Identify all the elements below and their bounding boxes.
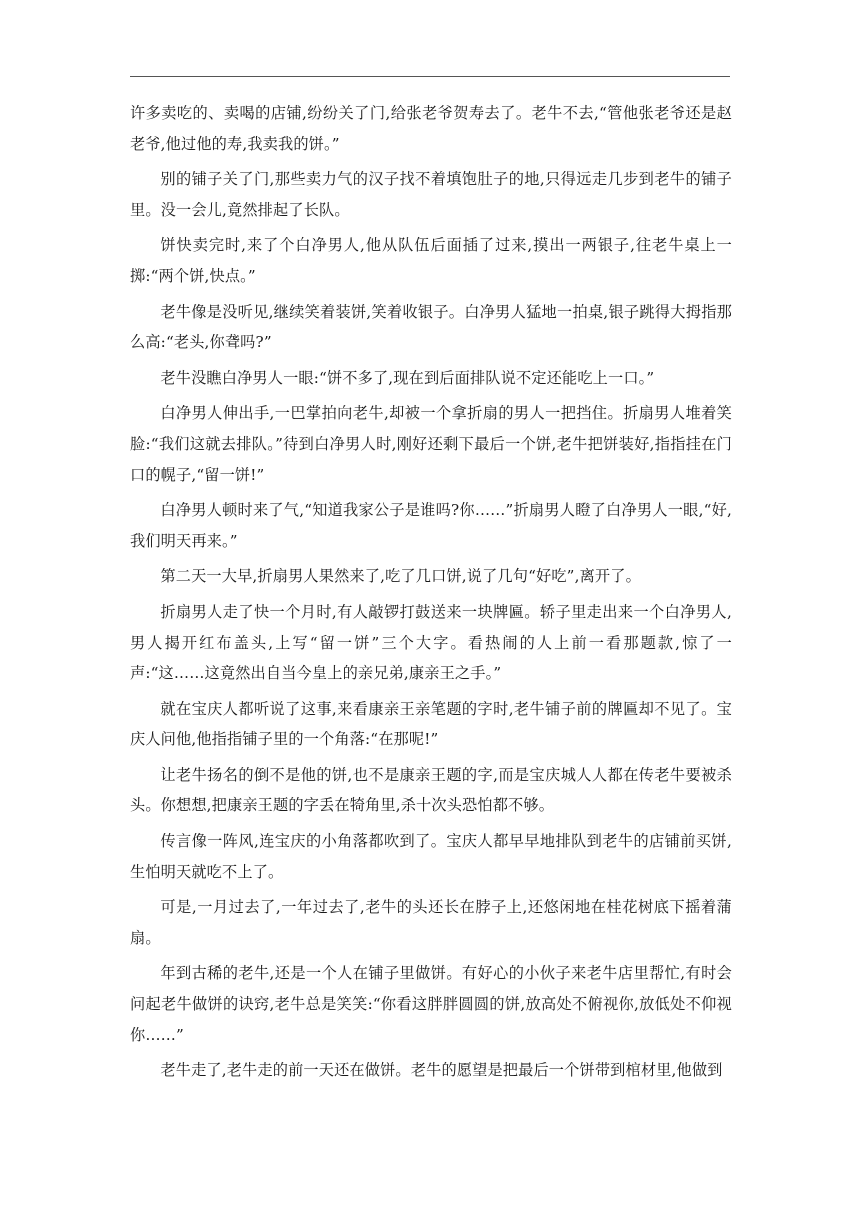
paragraph: 白净男人顿时来了气,“知道我家公子是谁吗?你……”折扇男人瞪了白净男人一眼,“好,我们明天再来。”	[130, 501, 732, 550]
paragraph: 可是,一月过去了,一年过去了,老牛的头还长在脖子上,还悠闲地在桂花树底下摇着蒲扇。	[130, 898, 732, 947]
paragraph: 白净男人伸出手,一巴掌拍向老牛,却被一个拿折扇的男人一把挡住。折扇男人堆着笑脸:“我们这就去排队。”待到白净男人时,刚好还剩下最后一个饼,老牛把饼装好,指指挂在门口的幌子,“留一饼!”	[130, 404, 732, 484]
paragraph: 传言像一阵风,连宝庆的小角落都吹到了。宝庆人都早早地排队到老牛的店铺前买饼,生怕明天就吃不上了。	[130, 832, 732, 881]
paragraph: 让老牛扬名的倒不是他的饼,也不是康亲王题的字,而是宝庆城人人都在传老牛要被杀头。你想想,把康亲王题的字丢在犄角里,杀十次头恐怕都不够。	[130, 765, 732, 815]
paragraph: 许多卖吃的、卖喝的店铺,纷纷关了门,给张老爷贺寿去了。老牛不去,“管他张老爷还是赵老爷,他过他的寿,我卖我的饼。”	[130, 104, 732, 153]
paragraph: 老牛没瞧白净男人一眼:“饼不多了,现在到后面排队说不定还能吃上一口。”	[160, 368, 655, 387]
header-rule	[130, 76, 730, 77]
paragraph: 就在宝庆人都听说了这事,来看康亲王亲笔题的字时,老牛铺子前的牌匾却不见了。宝庆人问他,他指指铺子里的一个角落:“在那呢!”	[130, 699, 732, 749]
paragraph: 饼快卖完时,来了个白净男人,他从队伍后面插了过来,摸出一两银子,往老牛桌上一掷:“两个饼,快点。”	[130, 236, 732, 285]
paragraph: 年到古稀的老牛,还是一个人在铺子里做饼。有好心的小伙子来老牛店里帮忙,有时会问起老牛做饼的诀窍,老牛总是笑笑:“你看这胖胖圆圆的饼,放高处不俯视你,放低处不仰视你……”	[130, 964, 732, 1044]
paragraph: 别的铺子关了门,那些卖力气的汉子找不着填饱肚子的地,只得远走几步到老牛的铺子里。没一会儿,竟然排起了长队。	[130, 170, 732, 219]
paragraph: 第二天一大早,折扇男人果然来了,吃了几口饼,说了几句“好吃”,离开了。	[160, 567, 641, 586]
document-body	[130, 98, 732, 1091]
paragraph: 老牛像是没听见,继续笑着装饼,笑着收银子。白净男人猛地一拍桌,银子跳得大拇指那么高:“老头,你聋吗?”	[130, 302, 732, 352]
paragraph: 折扇男人走了快一个月时,有人敲锣打鼓送来一块牌匾。轿子里走出来一个白净男人,男人揭开红布盖头,上写“留一饼”三个大字。看热闹的人上前一看那题款,惊了一声:“这……这竟然出自当今皇上的亲兄弟,康亲王之手。”	[130, 602, 732, 683]
paragraph: 老牛走了,老牛走的前一天还在做饼。老牛的愿望是把最后一个饼带到棺材里,他做到	[160, 1061, 723, 1080]
